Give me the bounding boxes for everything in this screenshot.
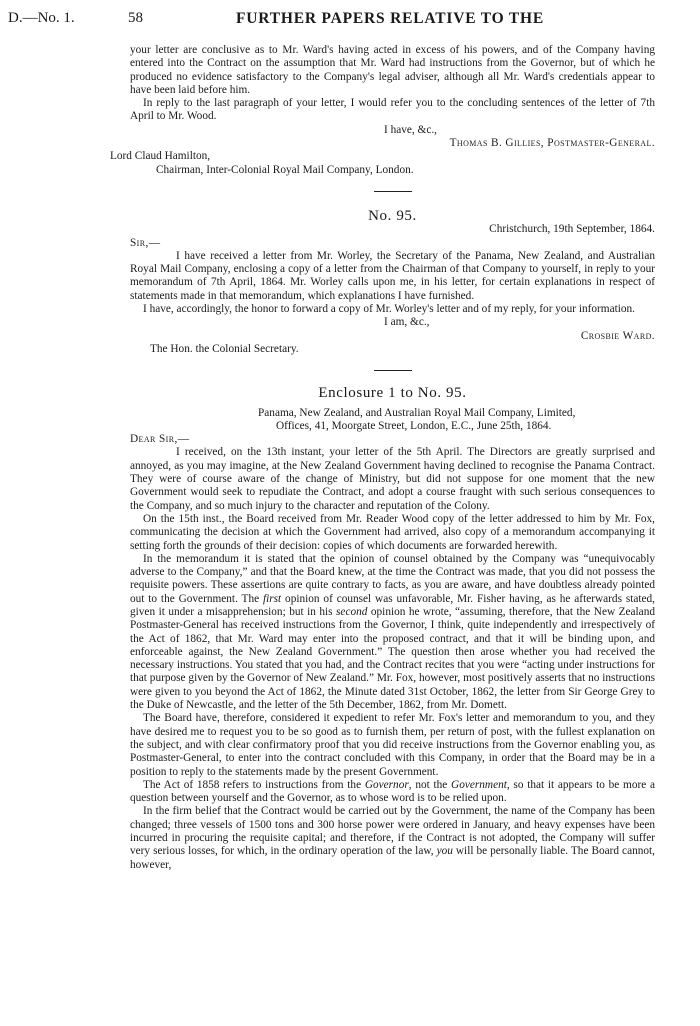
section-divider: [374, 191, 412, 192]
letter-closing: I am, &c.,: [384, 316, 430, 329]
addressee-name: The Hon. the Colonial Secretary.: [150, 342, 299, 355]
running-title: FURTHER PAPERS RELATIVE TO THE: [236, 10, 544, 27]
letter-salutation: Sir,—: [130, 236, 161, 249]
text-run: opinion of counsel was unfavorable, Mr. Fisher having, as he afterwards stated, given it under a misapprehension; but in his: [130, 592, 655, 618]
addressee-title: Chairman, Inter-Colonial Royal Mail Company, London.: [156, 163, 414, 176]
paragraph: [130, 805, 655, 871]
text-run: will be personally liable. The Board cannot, however,: [130, 845, 655, 871]
text-run: opinion he wrote, “assuming, therefore, that the New Zealand Postmaster-General has received instructions from the Governor, I think, quite independently and irrespectively of the Act of 1862, that Mr. Ward may enter into the proposed contract, and that it will be binding upon, and enforceable against, the New Zealand Government.” The question then arose whether you had received the necessary instructions. You stated that you had, and the Contract recites that you were “acting under instructions for that purpose given by the Governor of New Zealand.” Mr. Fox, however, most positively asserts that no instructions were given to you beyond the Act of 1862, the Minute dated 31st October, 1862, the letter from Sir George Grey to the Duke of Newcastle, and the letter of the 5th December, 1862, from Mr. Domett.: [130, 605, 655, 712]
paragraph: [130, 779, 655, 806]
letter-no-95: [130, 207, 655, 356]
paragraph: On the 15th inst., the Board received from Mr. Reader Wood copy of the letter addressed to him by Mr. Fox, communicating the decision at which the Government had arrived, also copy of a memorandum accompanying it setting forth the grounds of their decision: copies of which documents are forwarded herewith.: [130, 512, 655, 552]
enclosure-heading: Enclosure 1 to No. 95.: [318, 385, 467, 402]
text-run: , not the: [408, 778, 452, 791]
letter-signature: [130, 137, 655, 150]
enclosure-1: [130, 387, 655, 872]
letter-place-date: Christchurch, 19th September, 1864.: [489, 223, 655, 236]
letter-closing: I have, &c.,: [384, 123, 438, 136]
section-divider: [374, 370, 412, 371]
text-run: In the firm belief that the Contract would be carried out by the Government, the name of the Company has been changed; three vessels of 1500 tons and 300 horse power were ordered in January, and heavy expenses have been incurred in procuring the requisite capital; and therefore, if the Contract is not adopted, the Company will suffer very serious losses, for which, in the ordinary operation of the law,: [130, 805, 655, 858]
signatory-name: Crosbie Ward.: [580, 329, 655, 342]
emphasis: Government: [451, 778, 507, 791]
emphasis: second: [336, 605, 368, 618]
page-body: [110, 44, 655, 872]
paragraph: I have, accordingly, the honor to forward a copy of Mr. Worley's letter and of my reply, for your information.: [143, 303, 635, 316]
addressee-name: Lord Claud Hamilton,: [110, 150, 211, 163]
paragraph: The Board have, therefore, considered it expedient to refer Mr. Fox's letter and memorandum to you, and they have desired me to request you to be so good as to furnish them, per return of post, with the fullest explanation on the subject, and with clear confirmatory proof that you did receive instructions from the Governor enabling you, as Postmaster-General, to enter into the contract concluded with this Company, in order that the Board may be in a position to reply to the statements made by the present Government.: [130, 712, 655, 778]
prior-letter-end: [110, 44, 655, 177]
text-run: The Act of 1858 refers to instructions from the: [143, 778, 365, 791]
letter-signature: [130, 330, 655, 343]
signatory-name: Thomas B. Gillies, Postmaster-General.: [449, 137, 655, 150]
page-number: 58: [128, 10, 143, 26]
emphasis: you: [436, 845, 453, 858]
paragraph: your letter are conclusive as to Mr. Ward's having acted in excess of his powers, and of the Company having entered into the Contract on the assumption that Mr. Ward had instructions from the Governor, but of which he produced no evidence satisfactory to the Company's legal adviser, although all Mr. Ward's credentials appear to have been laid before him.: [130, 44, 655, 96]
paragraph: I have received a letter from Mr. Worley, the Secretary of the Panama, New Zealand, and Australian Royal Mail Company, enclosing a copy of a letter from the Chairman of that Company to yourself, in reply to your memorandum of 7th April, 1864. Mr. Worley calls upon me, in his letter, for certain explanations in respect of statements made in that memorandum, which explanations I have furnished.: [130, 249, 655, 302]
letter-salutation: Dear Sir,—: [130, 433, 190, 446]
sender-address: Panama, New Zealand, and Australian Royal Mail Company, Limited,: [258, 406, 576, 419]
emphasis: Governor: [364, 778, 409, 791]
text-run: , so that it appears to be more a question between yourself and the Governor, as to whose word is to be relied upon.: [130, 778, 655, 805]
sender-address-date: Offices, 41, Moorgate Street, London, E.C., June 25th, 1864.: [276, 419, 552, 432]
paragraph: I received, on the 13th instant, your letter of the 5th April. The Directors are greatly surprised and annoyed, as you may imagine, at the New Zealand Government having declined to recognise the Panama Contract. They were of course aware of the change of Ministry, but did not suppose for one moment that the new Government would seek to repudiate the Contract, and adopt a course fraught with such serious consequences to the Company, and so much injury to the character and reputation of the Colony.: [130, 446, 655, 512]
text-run: In the memorandum it is stated that the opinion of counsel obtained by the Company was “unequivocably adverse to the Company,” and that the Board knew, at the time the Contract was made, that you did not possess the requisite powers. These assertions are quite contrary to facts, as you are aware, and have doubtless already pointed out to the Government. The: [130, 552, 655, 605]
letter-heading: No. 95.: [368, 207, 417, 224]
paragraph: [130, 553, 655, 713]
document-reference: D.—No. 1.: [8, 10, 75, 26]
emphasis: first: [262, 592, 282, 605]
paragraph: In reply to the last paragraph of your letter, I would refer you to the concluding sentences of the letter of 7th April to Mr. Wood.: [130, 97, 655, 123]
running-header: [8, 10, 690, 34]
